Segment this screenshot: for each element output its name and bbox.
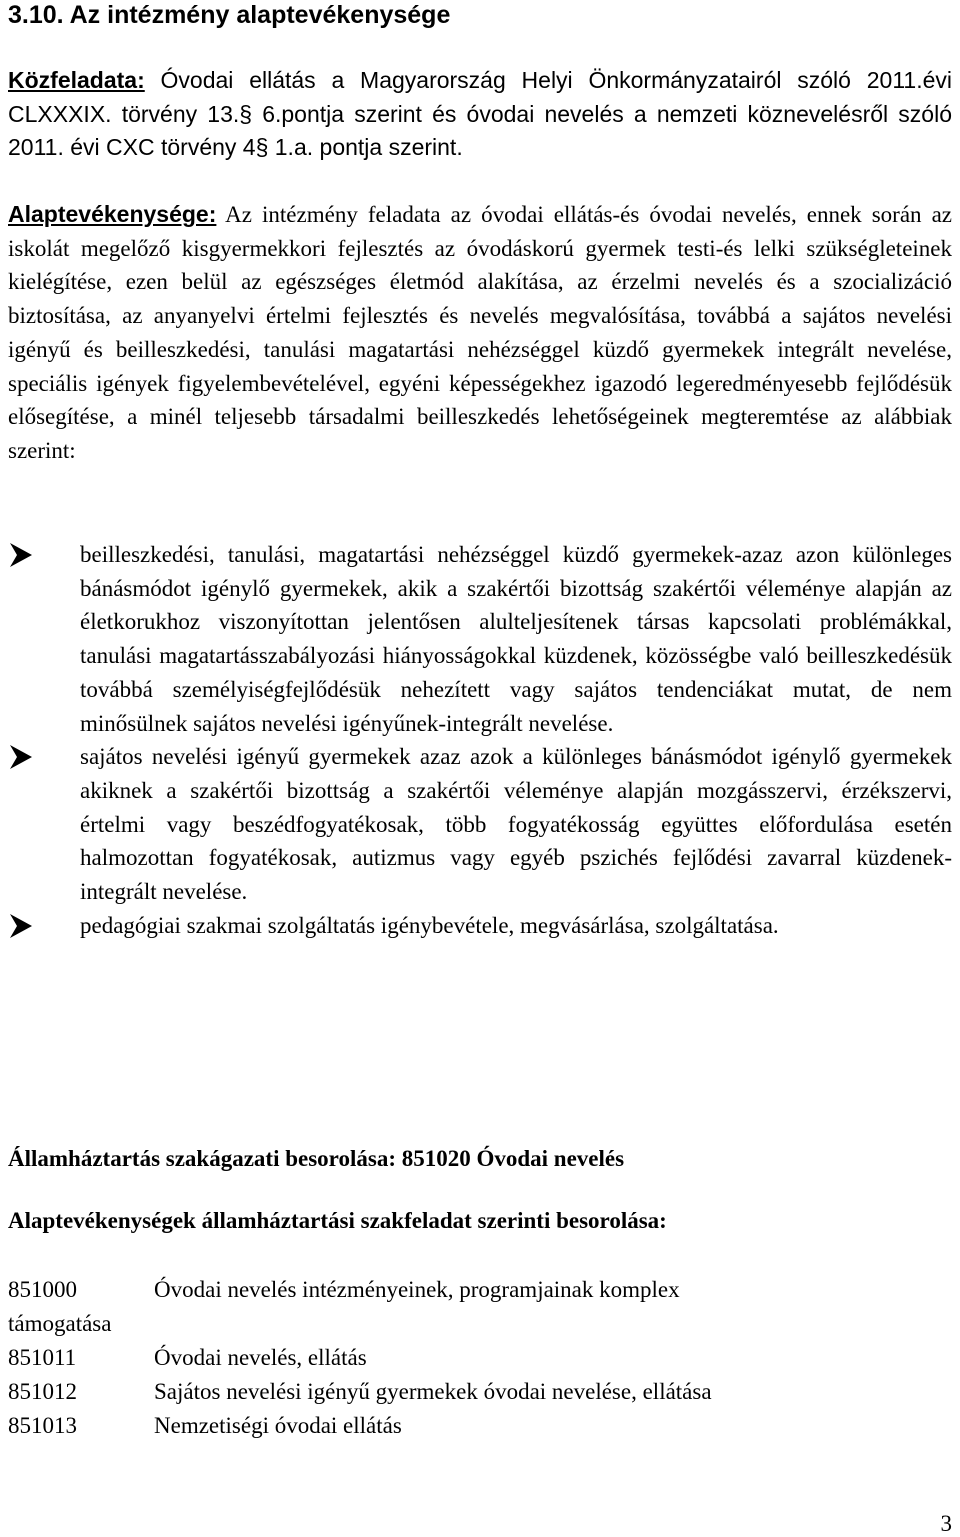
bullet-list [8, 538, 952, 942]
code-row [8, 1273, 952, 1341]
bullet-item [8, 538, 952, 740]
bullet-text: sajátos nevelési igényű gyermekek azaz azok a különleges bánásmódot igénylő gyermekek akiknek a szakértői bizottság a szakértői véleménye alapján mozgásszervi, érzékszervi, értelmi vagy beszédfogyatékosak, több fogyatékosság együttes előfordulása esetén halmozottan fogyatékosak, autizmus vagy egyéb pszichés fejlődési zavarral küzdenek-integrált nevelése. [80, 744, 952, 905]
alaptevekenyseg-paragraph [8, 198, 952, 468]
code-row [8, 1375, 952, 1409]
bullet-item [8, 909, 952, 943]
szakfeladat-title: Alaptevékenységek államháztartási szakfeladat szerinti besorolása: [8, 1208, 667, 1233]
page-number: 3 [940, 1511, 952, 1536]
code-description: Nemzetiségi óvodai ellátás [154, 1413, 402, 1438]
code-number: 851011 [8, 1345, 77, 1370]
alaptevekenyseg-text: Az intézmény feladata az óvodai ellátás-és óvodai nevelés, ennek során az iskolát megelőző kisgyermekkori fejlesztés az óvodáskorú gyermek testi-és lelki szükségleteinek kielégítése, ezen belül az egészséges életmód alakítása, az érzelmi nevelés és a szocializáció biztosítása, az anyanyelvi értelmi fejlesztés és nevelés megvalósítása, továbbá a sajátos nevelési igényű és beilleszkedési, tanulási magatartási nehézséggel küzdő gyermekek integrált nevelése, speciális igények figyelembevételével, egyéni képességekhez igazodó legeredményesebb fejlődésük elősegítése, a minél teljesebb társadalmi beilleszkedés lehetőségeinek megteremtése az alábbiak szerint: [8, 202, 952, 463]
code-number: 851012 [8, 1379, 77, 1404]
bullet-item [8, 740, 952, 909]
code-description: Óvodai nevelés intézményeinek, programjainak komplex [154, 1277, 680, 1302]
code-row [8, 1341, 952, 1375]
code-number: 851000 [8, 1277, 77, 1302]
section-title: 3.10. Az intézmény alaptevékenysége [8, 1, 451, 29]
code-description: Sajátos nevelési igényű gyermekek óvodai nevelése, ellátása [154, 1379, 712, 1404]
arrowhead-bullet-icon [8, 740, 48, 773]
allamhaztartas-line: Államháztartás szakágazati besorolása: 851020 Óvodai nevelés [8, 1146, 625, 1171]
code-list [8, 1273, 952, 1443]
code-description: Óvodai nevelés, ellátás [154, 1345, 367, 1370]
kozfeladat-text: Óvodai ellátás a Magyarország Helyi Önkormányzatairól szóló 2011.évi CLXXXIX. törvény 13.§ 6.pontja szerint és óvodai nevelés a nemzeti köznevelésről szóló 2011. évi CXC törvény 4§ 1.a. pontja szerint. [8, 67, 952, 161]
code-description-continued: támogatása [8, 1311, 112, 1336]
bullet-text: pedagógiai szakmai szolgáltatás igénybevétele, megvásárlása, szolgáltatása. [80, 912, 779, 938]
arrowhead-bullet-icon [8, 538, 48, 571]
arrowhead-bullet-icon [8, 909, 48, 942]
alaptevekenyseg-label: Alaptevékenysége: [8, 201, 217, 227]
bullet-text: beilleszkedési, tanulási, magatartási nehézséggel küzdő gyermekek-azaz azon különleges bánásmódot igénylő gyermekek, akik a szakértői bizottság szakértői véleménye alapján az életkorukhoz viszonyítottan jelentősen alulteljesítenek társas kapcsolati problémákkal, tanulási magatartásszabályozási hiányosságokkal küzdenek, közösségbe való beilleszkedésük továbbá személyiségfejlődésük nehezített vagy sajátos tendenciákat mutat, de nem minősülnek sajátos nevelési igényűnek-integrált nevelése. [80, 542, 952, 736]
code-row [8, 1409, 952, 1443]
code-number: 851013 [8, 1413, 77, 1438]
kozfeladat-paragraph [8, 64, 952, 165]
kozfeladat-label: Közfeladata: [8, 67, 145, 93]
